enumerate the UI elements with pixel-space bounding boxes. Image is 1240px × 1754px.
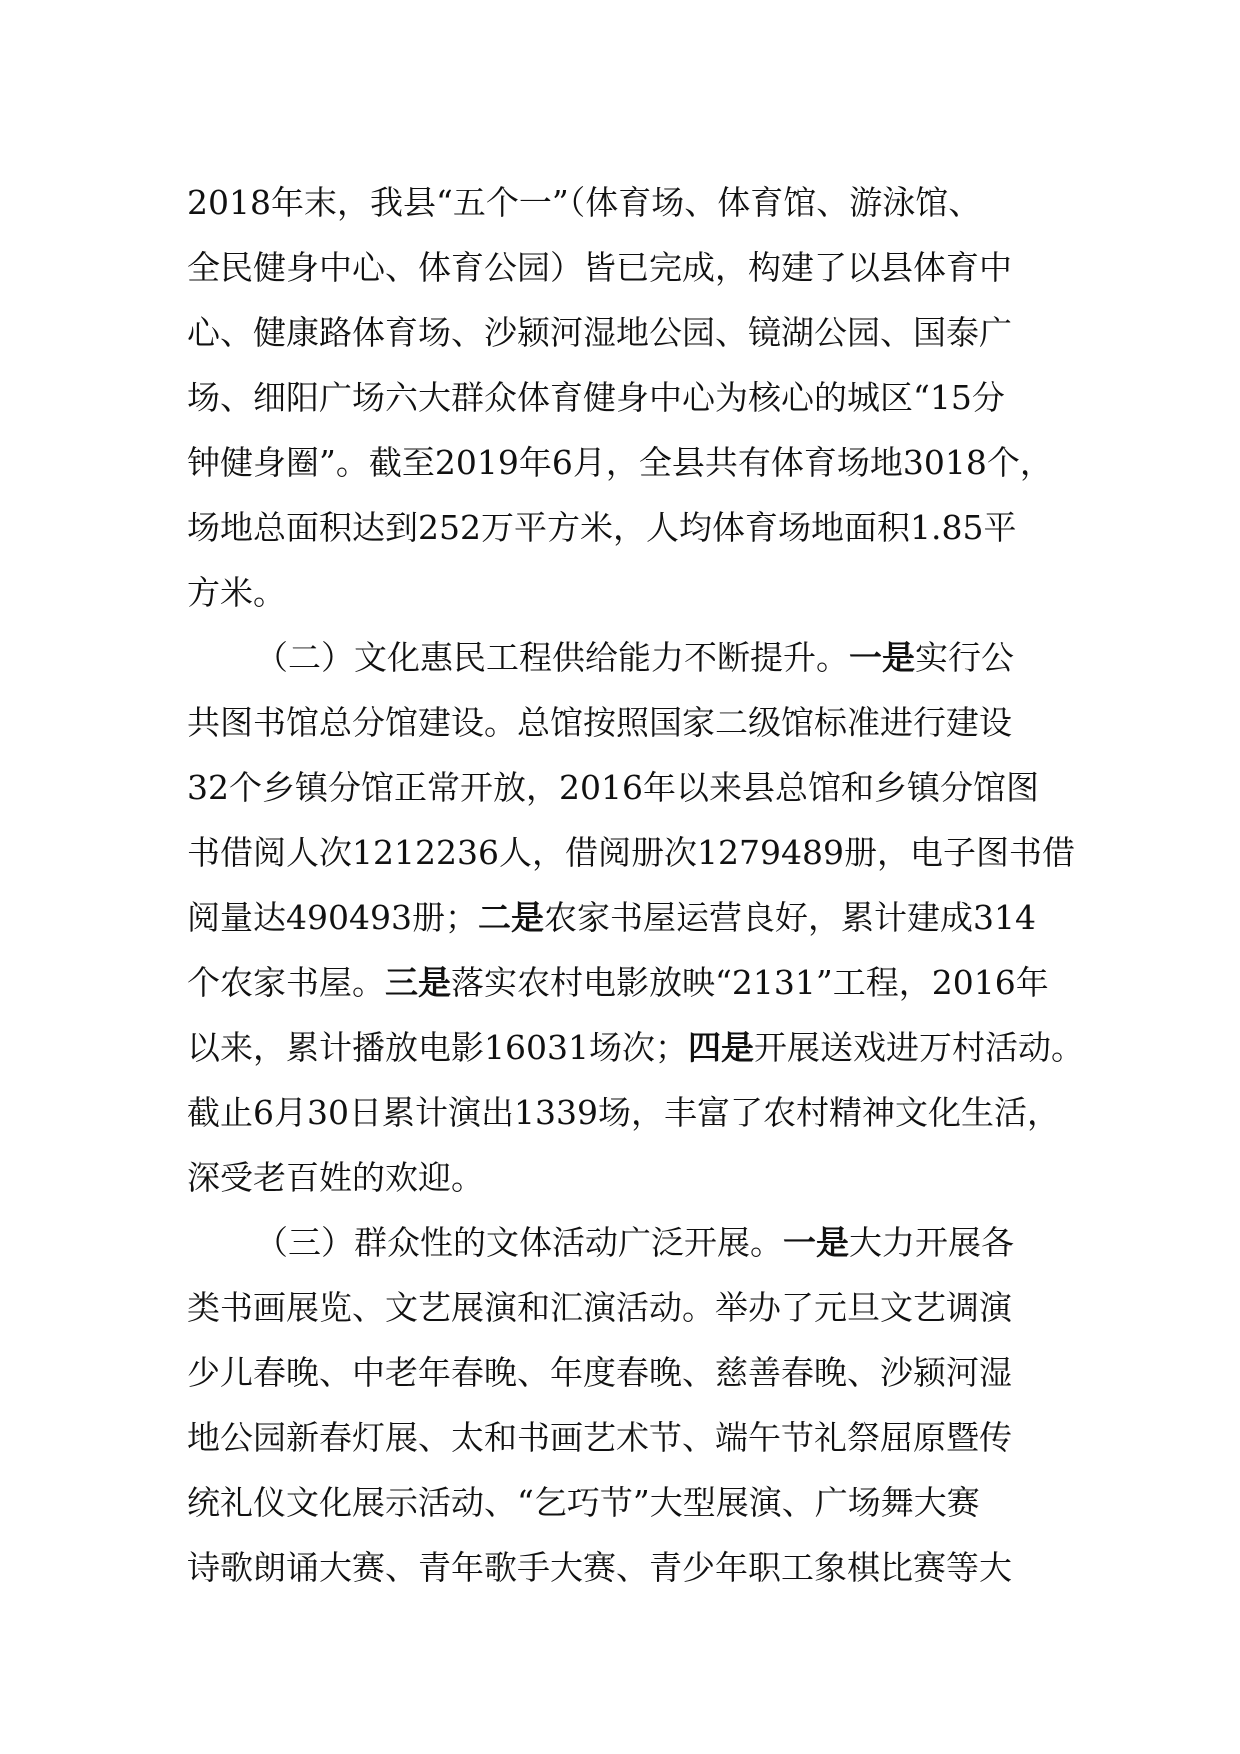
text-run: （二）文化惠民工程供给能力不断提升。 xyxy=(255,638,849,677)
text-run: 场地总面积达到252万平方米，人均体育场地面积1.85平 xyxy=(187,508,1017,547)
text-line xyxy=(187,1405,1087,1470)
text-run: 类书画展览、文艺展演和汇演活动。举办了元旦文艺调演 xyxy=(187,1288,1012,1327)
text-run: 农家书屋运营良好，累计建成314 xyxy=(543,898,1036,937)
text-run: 全民健身中心、体育公园）皆已完成，构建了以县体育中 xyxy=(187,248,1012,287)
text-line xyxy=(187,1145,1087,1210)
text-run: 统礼仪文化展示活动、“乞巧节”大型展演、广场舞大赛 xyxy=(187,1483,980,1522)
text-run: 落实农村电影放映“2131”工程，2016年 xyxy=(451,963,1049,1002)
text-run: 实行公 xyxy=(915,638,1014,677)
body-text xyxy=(187,170,1087,1600)
text-run: 少儿春晚、中老年春晚、年度春晚、慈善春晚、沙颍河湿 xyxy=(187,1353,1012,1392)
text-line xyxy=(187,820,1087,885)
text-line xyxy=(187,1015,1087,1080)
bold-marker: 二是 xyxy=(477,898,544,937)
text-run: 阅量达490493册； xyxy=(187,898,478,937)
text-line xyxy=(187,885,1087,950)
text-line xyxy=(187,625,1087,690)
text-line xyxy=(187,1340,1087,1405)
text-run: 开展送戏进万村活动。 xyxy=(753,1028,1084,1067)
text-line xyxy=(187,235,1087,300)
text-line xyxy=(187,560,1087,625)
text-run: 32个乡镇分馆正常开放，2016年以来县总馆和乡镇分馆图 xyxy=(187,768,1039,807)
text-line xyxy=(187,1470,1087,1535)
text-run: 地公园新春灯展、太和书画艺术节、端午节礼祭屈原暨传 xyxy=(187,1418,1012,1457)
text-run: 场、细阳广场六大群众体育健身中心为核心的城区“15分 xyxy=(187,378,1005,417)
text-run: 截止6月30日累计演出1339场，丰富了农村精神文化生活， xyxy=(187,1093,1060,1132)
text-line xyxy=(187,170,1087,235)
text-run: 方米。 xyxy=(187,573,286,612)
text-line xyxy=(187,755,1087,820)
text-run: 心、健康路体育场、沙颍河湿地公园、镜湖公园、国泰广 xyxy=(187,313,1012,352)
text-run: 深受老百姓的欢迎。 xyxy=(187,1158,484,1197)
bold-marker: 四是 xyxy=(687,1028,754,1067)
text-run: 共图书馆总分馆建设。总馆按照国家二级馆标准进行建设 xyxy=(187,703,1012,742)
text-line xyxy=(187,1080,1087,1145)
text-line xyxy=(187,495,1087,560)
bold-marker: 一是 xyxy=(849,638,915,677)
text-line xyxy=(187,1275,1087,1340)
text-run: 大力开展各 xyxy=(849,1223,1014,1262)
bold-marker: 三是 xyxy=(385,963,451,1002)
text-run: 书借阅人次1212236人，借阅册次1279489册，电子图书借 xyxy=(187,833,1075,872)
text-run: 2018年末，我县“五个一”（体育场、体育馆、游泳馆、 xyxy=(187,183,982,222)
text-line xyxy=(187,365,1087,430)
bold-marker: 一是 xyxy=(783,1223,849,1262)
text-run: 个农家书屋。 xyxy=(187,963,385,1002)
text-line xyxy=(187,1535,1087,1600)
text-line xyxy=(187,430,1087,495)
text-line xyxy=(187,300,1087,365)
text-run: 以来，累计播放电影16031场次； xyxy=(187,1028,688,1067)
text-run: 钟健身圈”。截至2019年6月，全县共有体育场地3018个， xyxy=(187,443,1053,482)
text-run: （三）群众性的文体活动广泛开展。 xyxy=(255,1223,783,1262)
text-run: 诗歌朗诵大赛、青年歌手大赛、青少年职工象棋比赛等大 xyxy=(187,1548,1012,1587)
text-line xyxy=(187,690,1087,755)
text-line xyxy=(187,950,1087,1015)
text-line xyxy=(187,1210,1087,1275)
